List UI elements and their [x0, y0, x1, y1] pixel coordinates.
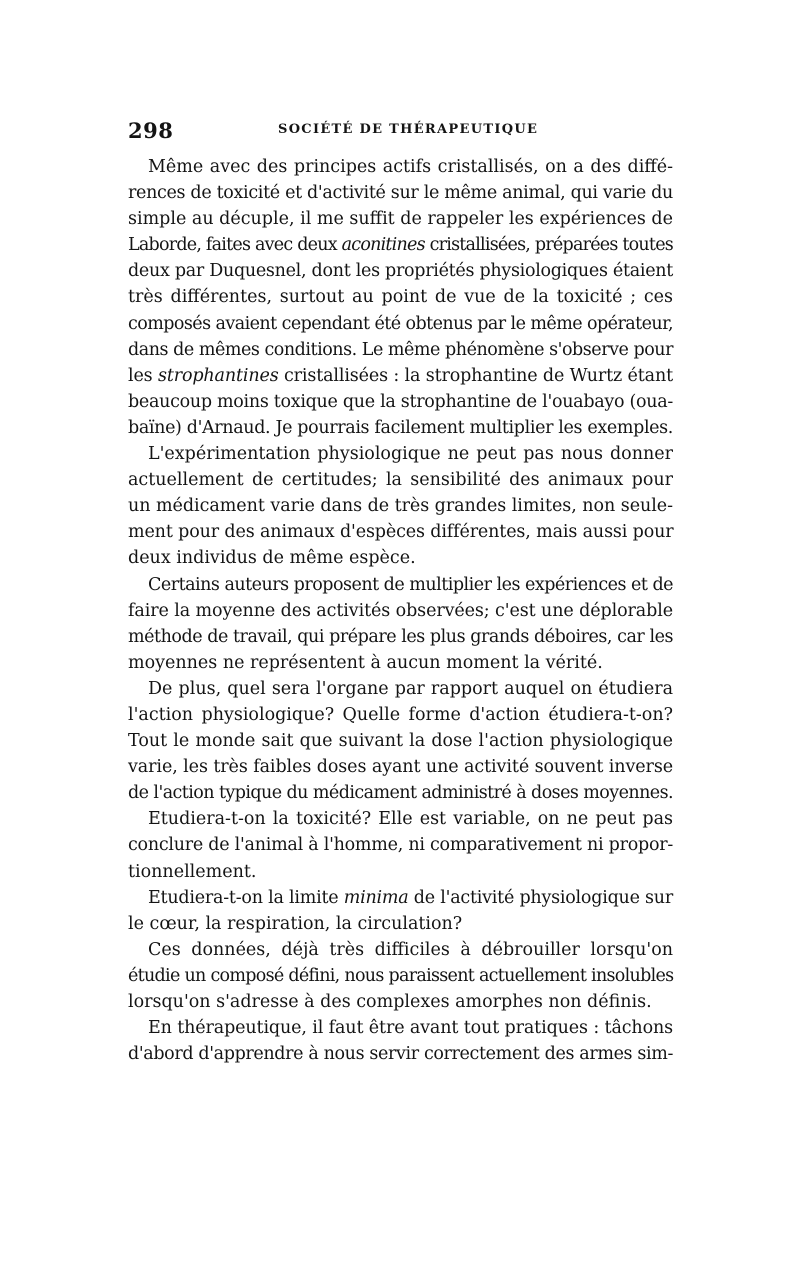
text-line: actuellement de certitudes; la sensibilité des animaux pour	[128, 470, 673, 491]
text-line: Ces données, déjà très difficiles à débrouiller lorsqu'on	[148, 939, 673, 960]
text-line: De plus, quel sera l'organe par rapport auquel on étudiera	[148, 678, 673, 699]
text-line: beaucoup moins toxique que la strophantine de l'ouabayo (oua-	[128, 391, 673, 412]
text-line: ment pour des animaux d'espèces différentes, mais aussi pour	[128, 522, 674, 543]
running-head	[128, 118, 673, 146]
text-line: très différentes, surtout au point de vue de la toxicité ; ces	[128, 287, 673, 308]
text-line: lorsqu'on s'adresse à des complexes amorphes non définis.	[128, 992, 652, 1012]
text-line: moyennes ne représentent à aucun moment la vérité.	[128, 652, 603, 673]
text-line: Certains auteurs proposent de multiplier les expériences et de	[148, 574, 673, 595]
text-line: deux par Duquesnel, dont les propriétés physiologiques étaient	[128, 261, 673, 282]
text-line: les strophantines cristallisées : la strophantine de Wurtz étant	[128, 365, 673, 386]
text-line: l'action physiologique? Quelle forme d'action étudiera-t-on?	[128, 704, 673, 725]
text-line: Etudiera-t-on la limite minima de l'activité physiologique sur	[148, 887, 673, 908]
text-line: Même avec des principes actifs cristallisés, on a des diffé-	[148, 157, 673, 177]
text-line: étudie un composé défini, nous paraissent actuellement insolubles	[128, 965, 674, 986]
text-line: Laborde, faites avec deux aconitines cristallisées, préparées toutes	[128, 235, 674, 256]
text-line: le cœur, la respiration, la circulation?	[128, 913, 463, 934]
text-line: baïne) d'Arnaud. Je pourrais facilement multiplier les exemples.	[128, 417, 673, 438]
text-line: rences de toxicité et d'activité sur le même animal, qui varie du	[128, 183, 673, 204]
text-line: simple au décuple, il me suffit de rappeler les expériences de	[128, 209, 673, 230]
text-line: deux individus de même espèce.	[128, 548, 416, 569]
running-title: SOCIÉTÉ DE THÉRAPEUTIQUE	[278, 122, 539, 137]
text-line: méthode de travail, qui prépare les plus grands déboires, car les	[128, 626, 673, 647]
text-line: de l'action typique du médicament administré à doses moyennes.	[128, 783, 673, 804]
text-line: un médicament varie dans de très grandes limites, non seule-	[128, 496, 673, 517]
text-line: tionnellement.	[128, 861, 257, 882]
page-number: 298	[128, 118, 174, 143]
text-line: conclure de l'animal à l'homme, ni comparativement ni propor-	[128, 835, 673, 856]
text-line: L'expérimentation physiologique ne peut pas nous donner	[148, 444, 673, 465]
text-line: composés avaient cependant été obtenus par le même opérateur,	[128, 313, 673, 334]
text-line: varie, les très faibles doses ayant une activité souvent inverse	[128, 757, 673, 778]
text-line: En thérapeutique, il faut être avant tout pratiques : tâchons	[148, 1018, 673, 1039]
text-line: dans de mêmes conditions. Le même phénomène s'observe pour	[128, 339, 673, 360]
text-line: Etudiera-t-on la toxicité? Elle est variable, on ne peut pas	[148, 809, 673, 830]
text-line: d'abord d'apprendre à nous servir correctement des armes sim-	[128, 1044, 673, 1065]
text-line: Tout le monde sait que suivant la dose l'action physiologique	[128, 731, 673, 752]
text-line: faire la moyenne des activités observées; c'est une déplorable	[128, 600, 673, 621]
body-text	[128, 154, 673, 1067]
